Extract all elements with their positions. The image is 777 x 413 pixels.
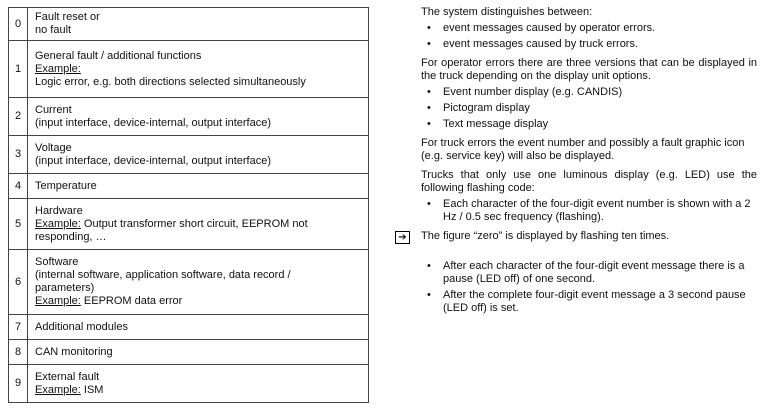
operator-paragraph: For operator errors there are three versions that can be displayed in the truck depending on the display unit options. [421, 57, 757, 82]
list-item: • event messages caused by operator errors. [427, 22, 656, 34]
example-label: Example: [35, 62, 81, 75]
example-label: Example: [35, 295, 81, 307]
description-line: (input interface, device-internal, output interface) [35, 116, 272, 129]
bullet-icon: • [427, 22, 431, 34]
description-line: (input interface, device-internal, output interface) [35, 154, 272, 167]
fault-description [28, 365, 369, 403]
after-bullet-list [421, 260, 757, 315]
operator-bullet-list [421, 86, 757, 131]
example-text: EEPROM data error [80, 295, 183, 307]
table-row [9, 199, 369, 250]
description-line: External fault [35, 370, 100, 383]
table-row [9, 340, 369, 365]
bullet-icon: • [427, 86, 431, 98]
description-line: Software [35, 256, 79, 268]
fault-number: 5 [9, 199, 28, 250]
description-line: CAN monitoring [35, 345, 113, 358]
truck-paragraph: For truck errors the event number and possibly a fault graphic icon (e.g. service key) will also be displayed. [421, 137, 745, 162]
fault-description [28, 340, 369, 365]
fault-number: 6 [9, 250, 28, 315]
fault-description [28, 315, 369, 340]
bullet-icon: • [427, 38, 431, 50]
fault-code-table [8, 7, 369, 403]
description-line: Voltage [35, 141, 72, 154]
fault-number: 4 [9, 174, 28, 199]
example-label: Example: [35, 383, 81, 396]
fault-number: 0 [9, 8, 28, 41]
table-row [9, 98, 369, 136]
example-text: ISM [80, 383, 104, 396]
table-row [9, 315, 369, 340]
table-row [9, 365, 369, 403]
bullet-icon: • [427, 198, 431, 210]
led-bullet-list [421, 198, 757, 224]
fault-number: 3 [9, 136, 28, 174]
intro-paragraph: The system distinguishes between: [421, 6, 593, 18]
table-row [9, 136, 369, 174]
fault-description [28, 174, 369, 199]
table-row [9, 174, 369, 199]
fault-number: 8 [9, 340, 28, 365]
fault-description [28, 41, 369, 98]
description-line: no fault [35, 24, 72, 36]
table-row [9, 250, 369, 315]
bullet-icon: • [427, 289, 431, 301]
description-line: Current [35, 103, 72, 116]
description-line: General fault / additional functions [35, 49, 202, 62]
fault-number: 9 [9, 365, 28, 403]
bullet-icon: • [427, 260, 431, 272]
description-line: Temperature [35, 179, 97, 192]
fault-description [28, 250, 369, 315]
description-line: Fault reset or [35, 11, 100, 23]
note [398, 230, 757, 243]
fault-number: 2 [9, 98, 28, 136]
table-row [9, 8, 369, 41]
list-item: • Event number display (e.g. CANDIS) [427, 86, 623, 98]
description-line: (internal software, application software, data record / [35, 269, 291, 281]
fault-description [28, 98, 369, 136]
example-text: Output transformer short circuit, EEPROM not [80, 217, 308, 230]
fault-description [28, 8, 369, 41]
description-line: Additional modules [35, 320, 128, 333]
intro-bullet-list [421, 22, 757, 51]
description-line: responding, … [35, 230, 107, 243]
list-item: • Pictogram display [427, 102, 530, 114]
table-row [9, 41, 369, 98]
arrow-right-box-icon: ➔ [395, 231, 410, 244]
explanation-text [398, 6, 757, 315]
fault-number: 7 [9, 315, 28, 340]
list-item: • Each character of the four-digit event number is shown with a 2 Hz / 0.5 sec frequency (flashing). [427, 198, 751, 223]
list-item: • event messages caused by truck errors. [427, 38, 639, 50]
fault-number: 1 [9, 41, 28, 98]
list-item: • After each character of the four-digit event message there is a pause (LED off) of one second. [427, 260, 745, 285]
description-line: Hardware [35, 204, 83, 217]
fault-description [28, 136, 369, 174]
fault-description [28, 199, 369, 250]
bullet-icon: • [427, 102, 431, 114]
example-label: Example: [35, 217, 81, 230]
list-item: • After the complete four-digit event message a 3 second pause (LED off) is set. [427, 289, 746, 314]
description-line: parameters) [35, 282, 95, 294]
note-text: The figure “zero” is displayed by flashing ten times. [421, 230, 670, 242]
list-item: • Text message display [427, 118, 549, 130]
bullet-icon: • [427, 118, 431, 130]
description-line: Logic error, e.g. both directions selected simultaneously [35, 75, 306, 88]
led-paragraph: Trucks that only use one luminous display (e.g. LED) use the following flashing code: [421, 169, 757, 194]
